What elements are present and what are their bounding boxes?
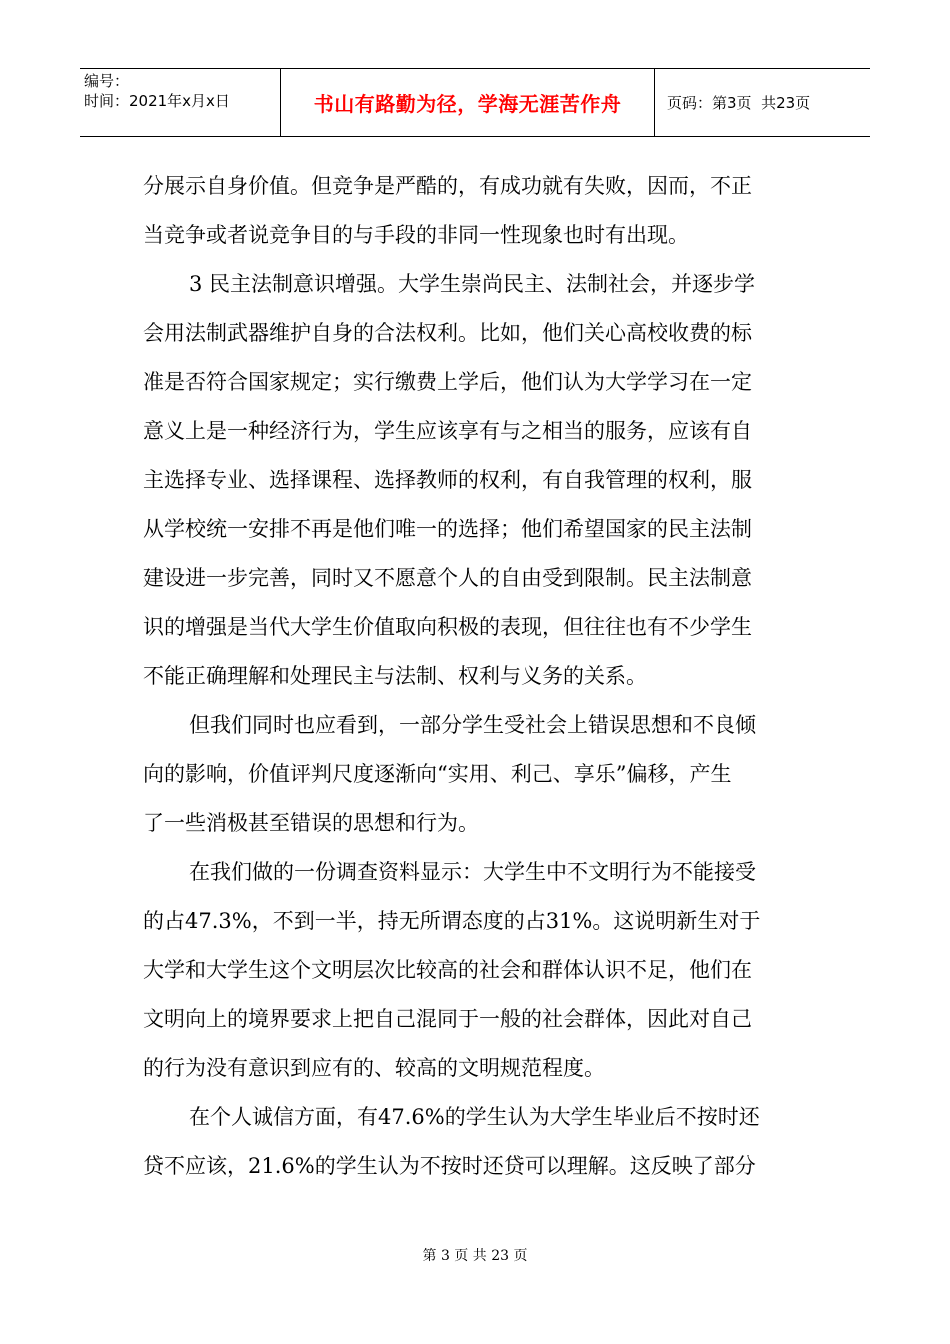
- body-line: 分展示自身价值。但竞争是严酷的，有成功就有失败，因而，不正: [143, 174, 752, 198]
- page-header: [80, 68, 870, 137]
- body-line: 在我们做的一份调查资料显示：大学生中不文明行为不能接受: [189, 860, 756, 884]
- body-line: 意义上是一种经济行为，学生应该享有与之相当的服务，应该有自: [143, 419, 752, 443]
- body-line: 向的影响，价值评判尺度逐渐向“实用、利己、享乐”偏移，产生: [143, 762, 732, 786]
- body-line: 贷不应该，21.6%的学生认为不按时还贷可以理解。这反映了部分: [143, 1154, 756, 1178]
- header-meta-cell: [80, 69, 281, 136]
- page-footer: 第 3 页 共 23 页: [422, 1248, 528, 1264]
- document-number-label: 编号：: [84, 72, 130, 90]
- document-body: [143, 162, 793, 1191]
- body-line: 大学和大学生这个文明层次比较高的社会和群体认识不足，他们在: [143, 958, 752, 982]
- body-line: 但我们同时也应看到，一部分学生受社会上错误思想和不良倾: [189, 713, 756, 737]
- body-line: 准是否符合国家规定；实行缴费上学后，他们认为大学学习在一定: [143, 370, 752, 394]
- body-line: 当竞争或者说竞争目的与手段的非同一性现象也时有出现。: [143, 223, 689, 247]
- body-line: 了一些消极甚至错误的思想和行为。: [143, 811, 479, 835]
- body-line: 文明向上的境界要求上把自己混同于一般的社会群体，因此对自己: [143, 1007, 752, 1031]
- body-line: 识的增强是当代大学生价值取向积极的表现，但往往也有不少学生: [143, 615, 752, 639]
- body-line: 的行为没有意识到应有的、较高的文明规范程度。: [143, 1056, 605, 1080]
- document-date-label: 时间：2021年x月x日: [84, 92, 230, 110]
- body-line: 的占47.3%，不到一半，持无所谓态度的占31%。这说明新生对于: [143, 909, 761, 933]
- body-line: 从学校统一安排不再是他们唯一的选择；他们希望国家的民主法制: [143, 517, 752, 541]
- body-line: 不能正确理解和处理民主与法制、权利与义务的关系。: [143, 664, 647, 688]
- body-line: 主选择专业、选择课程、选择教师的权利，有自我管理的权利，服: [143, 468, 752, 492]
- header-page-info: 页码：第3页 共23页: [667, 94, 811, 112]
- body-line: 在个人诚信方面，有47.6%的学生认为大学生毕业后不按时还: [189, 1105, 760, 1129]
- body-line: 会用法制武器维护自身的合法权利。比如，他们关心高校收费的标: [143, 321, 752, 345]
- header-motto: 书山有路勤为径，学海无涯苦作舟: [281, 69, 655, 136]
- body-line: 3 民主法制意识增强。大学生崇尚民主、法制社会，并逐步学: [189, 272, 756, 296]
- body-line: 建设进一步完善，同时又不愿意个人的自由受到限制。民主法制意: [143, 566, 752, 590]
